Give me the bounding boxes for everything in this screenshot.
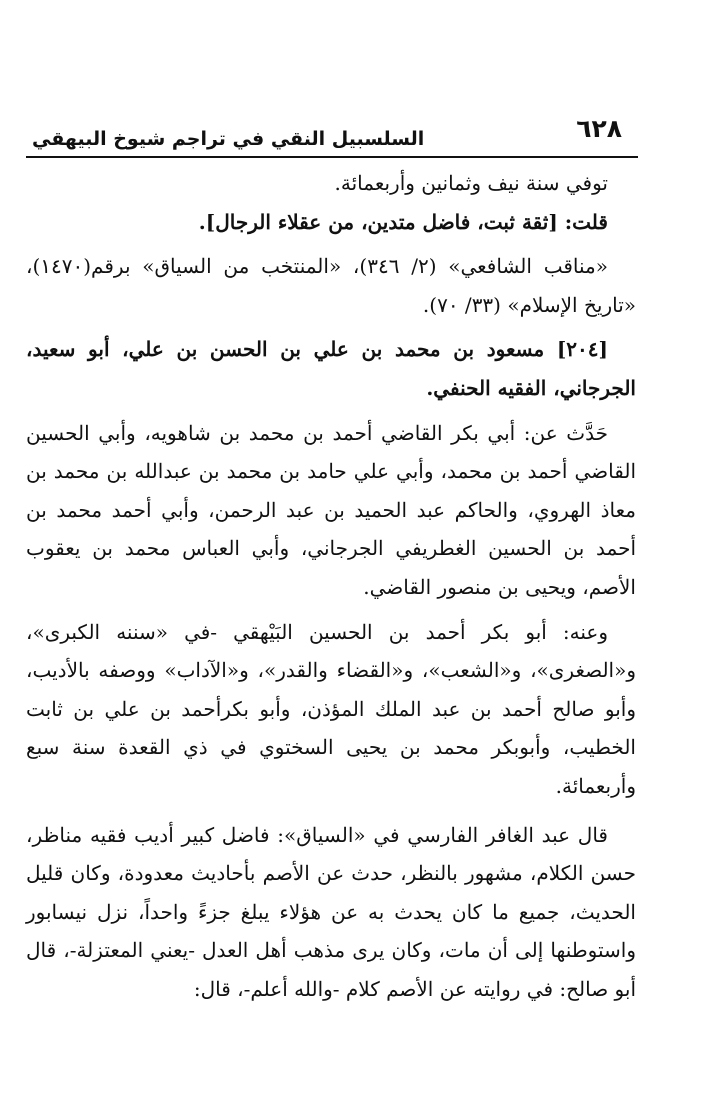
paragraph-quote: قال عبد الغافر الفارسي في «السياق»: فاضل كبير أديب فقيه مناظر، حسن الكلام، مشهور بالنظر، حدث عن الأصم بأحاديث معدودة، وكان قليل الحديث، جميع ما كان يحدث به عن هؤلاء يبلغ جزءً واحداً، نزل نيسابور واستوطنها إلى أن مات، وكان يرى مذهب أهل العدل -يعني المعتزلة-، قال أبو صالح: في روايته عن الأصم كلام -والله أعلم-، قال: [26,822,636,1001]
paragraph-narrators: وعنه: أبو بكر أحمد بن الحسين البَيْهقي -في «سننه الكبرى»، و«الصغرى»، و«الشعب»، و«القضاء والقدر»، و«الآداب» ووصفه بالأديب، وأبو صالح أحمد بن عبد الملك المؤذن، وأبو بكرأحمد بن علي بن ثابت الخطيب، وأبوبكر محمد بن يحيى السختوي في ذي القعدة سنة سبع وأربعمائة. [26,619,636,798]
paragraph-narrated-from: حَدَّث عن: أبي بكر القاضي أحمد بن محمد بن شاهويه، وأبي الحسين القاضي أحمد بن محمد، وأبي علي حامد بن محمد بن عبدالله بن محمد بن معاذ الهروي، والحاكم عبد الحميد بن عبد الرحمن، وأبي أحمد محمد بن أحمد بن الحسين الغطريفي الجرجاني، وأبي العباس محمد بن يعقوب الأصم، ويحيى بن منصور القاضي. [26,420,637,599]
page-header [26,108,638,154]
header-rule [26,156,638,158]
page-body [26,164,636,1008]
paragraph-assessment: قلت: [ثقة ثبت، فاضل متدين، من عقلاء الرجال]. [198,209,608,234]
paragraph-death-note: توفي سنة نيف وثمانين وأربعمائة. [334,171,608,195]
paragraph-sources: «مناقب الشافعي» (٢/ ٣٤٦)، «المنتخب من السياق» برقم(١٤٧٠)، «تاريخ الإسلام» (٣٣/ ٧٠). [26,254,636,317]
running-title: السلسبيل النقي في تراجم شيوخ البيهقي [32,128,425,150]
entry-heading: [٢٠٤] مسعود بن محمد بن علي بن الحسن بن علي، أبو سعيد، الجرجاني، الفقيه الحنفي. [26,337,636,400]
page-number: ٦٢٨ [576,114,622,143]
